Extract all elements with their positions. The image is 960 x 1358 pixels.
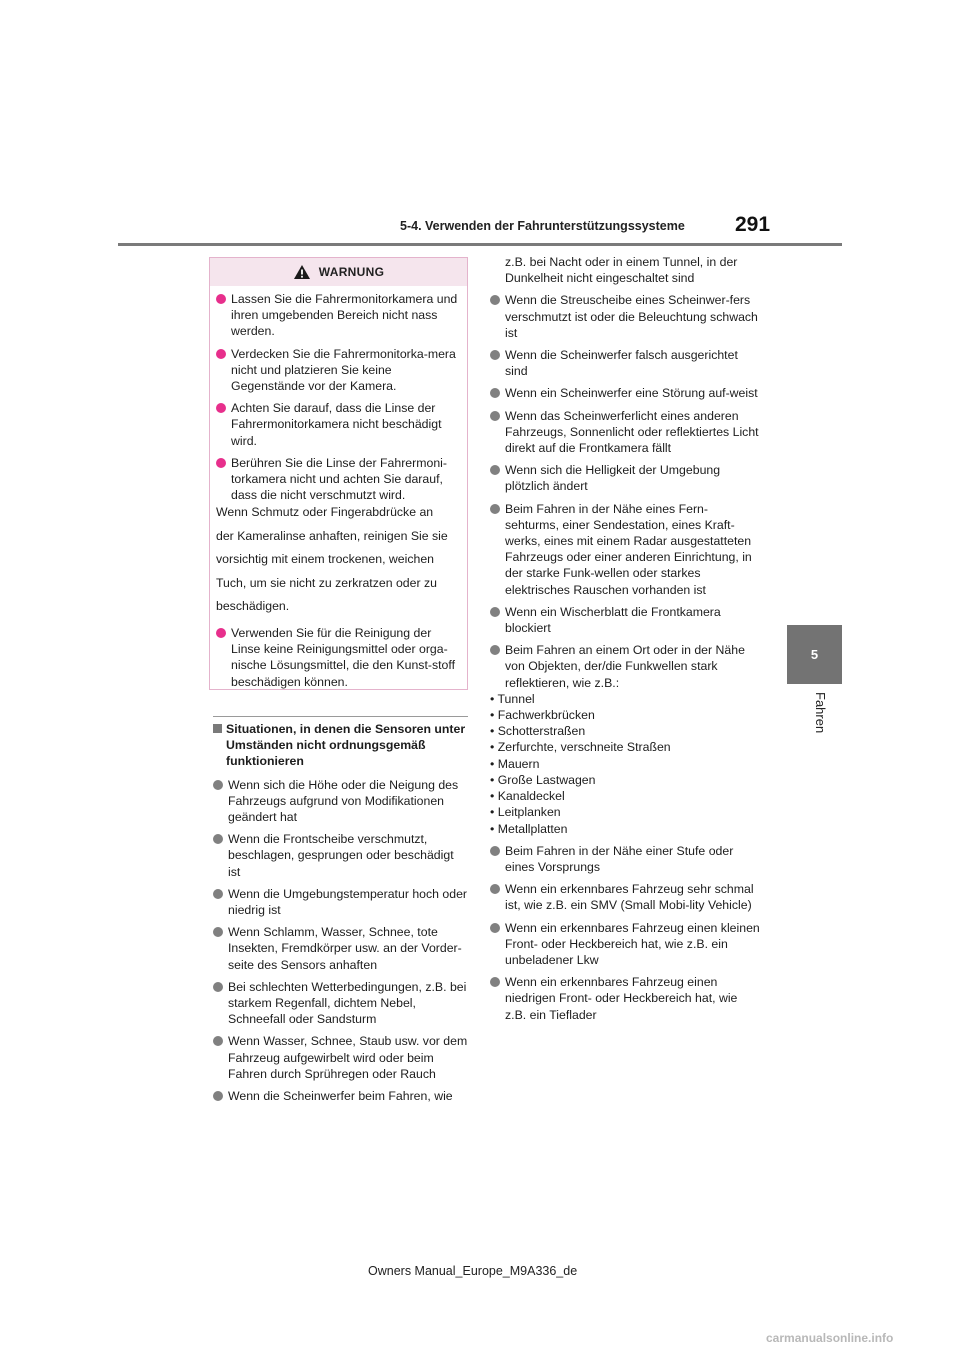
gray-bullet-icon <box>213 889 223 899</box>
list-item: Wenn ein erkennbares Fahrzeug einen kleinen Front- oder Heckbereich hat, wie z.B. ein unbeladener Lkw <box>490 920 760 969</box>
sub-list-item: • Tunnel <box>490 691 760 707</box>
watermark-link[interactable]: carmanualsonline.info <box>766 1331 894 1345</box>
warning-item: Achten Sie darauf, dass die Linse der Fahrermonitorkamera nicht beschädigt wird. <box>216 400 459 449</box>
pink-bullet-icon <box>216 294 226 304</box>
list-item: Wenn ein Wischerblatt die Frontkamera blockiert <box>490 604 760 636</box>
section-heading: Situationen, in denen die Sensoren unter Umständen nicht ordnungsgemäß funktionieren <box>213 716 468 770</box>
warning-paragraph-line: vorsichtig mit einem trockenen, weichen <box>216 552 435 567</box>
list-item: Wenn die Streuscheibe eines Scheinwer-fers verschmutzt ist oder die Beleuchtung schwach ist <box>490 292 760 341</box>
warning-item: Lassen Sie die Fahrermonitorkamera und ihren umgebenden Bereich nicht nass werden. <box>216 291 459 340</box>
list-item: Beim Fahren an einem Ort oder in der Nähe von Objekten, der/die Funkwellen stark reflektieren, wie z.B.: <box>490 642 760 691</box>
gray-bullet-icon <box>490 846 500 856</box>
list-item-continuation: z.B. bei Nacht oder in einem Tunnel, in der Dunkelheit nicht eingeschaltet sind <box>505 255 738 286</box>
warning-box <box>209 257 468 690</box>
gray-bullet-icon <box>490 884 500 894</box>
gray-bullet-icon <box>490 295 500 305</box>
list-item: Wenn die Umgebungstemperatur hoch oder niedrig ist <box>213 886 468 918</box>
manual-identifier: Owners Manual_Europe_M9A336_de <box>368 1264 578 1278</box>
header-divider <box>118 243 842 246</box>
warning-body <box>210 286 467 690</box>
gray-bullet-icon <box>490 465 500 475</box>
list-item: Wenn ein erkennbares Fahrzeug einen niedrigen Front- oder Heckbereich hat, wie z.B. ein Tieflader <box>490 974 760 1023</box>
left-column <box>213 708 468 1110</box>
warning-paragraph-line: der Kameralinse anhaften, reinigen Sie sie <box>216 528 448 543</box>
sub-list-item: • Fachwerkbrücken <box>490 707 760 723</box>
list-item: Beim Fahren in der Nähe eines Fern-sehturms, einer Sendestation, eines Kraft-werks, eines mit einem Radar ausgestatteten Fahrzeugs oder einer anderen Einrichtung, in der starke Funk-wellen oder starkes elektrisches Rauschen vorhanden ist <box>490 501 760 598</box>
gray-bullet-icon <box>490 607 500 617</box>
warning-item: Berühren Sie die Linse der Fahrermoni-torkamera nicht und achten Sie darauf, dass die nicht verschmutzt wird. <box>216 455 459 504</box>
gray-bullet-icon <box>490 645 500 655</box>
warning-item: Verdecken Sie die Fahrermonitorka-mera nicht und platzieren Sie keine Gegenstände vor der Kamera. <box>216 346 459 395</box>
pink-bullet-icon <box>216 349 226 359</box>
sub-list-item: • Kanaldeckel <box>490 788 760 804</box>
gray-bullet-icon <box>490 504 500 514</box>
sub-list-item: • Große Lastwagen <box>490 772 760 788</box>
gray-bullet-icon <box>490 411 500 421</box>
pink-bullet-icon <box>216 403 226 413</box>
gray-bullet-icon <box>490 388 500 398</box>
gray-bullet-icon <box>213 927 223 937</box>
sub-list-item: • Zerfurchte, verschneite Straßen <box>490 739 760 755</box>
list-item: Wenn das Scheinwerferlicht eines anderen Fahrzeugs, Sonnenlicht oder reflektiertes Licht direkt auf die Frontkamera fällt <box>490 408 760 457</box>
sub-list-item: • Schotterstraßen <box>490 723 760 739</box>
warning-item: Verwenden Sie für die Reinigung der Linse keine Reinigungsmittel oder orga-nische Lösungsmittel, die den Kunst-stoff beschädigen können. <box>216 625 459 690</box>
pink-bullet-icon <box>216 458 226 468</box>
list-item: Wenn sich die Höhe oder die Neigung des Fahrzeugs aufgrund von Modifikationen geändert hat <box>213 777 468 826</box>
gray-bullet-icon <box>213 1091 223 1101</box>
chapter-tab[interactable] <box>787 625 842 684</box>
list-item: Wenn Schlamm, Wasser, Schnee, tote Insekten, Fremdkörper usw. an der Vorder-seite des Sensors anhaften <box>213 924 468 973</box>
right-column <box>490 254 760 1029</box>
gray-bullet-icon <box>213 1036 223 1046</box>
page-number: 291 <box>735 213 771 236</box>
warning-paragraph-line: Tuch, um sie nicht zu zerkratzen oder zu <box>216 575 437 590</box>
gray-bullet-icon <box>490 350 500 360</box>
sub-list-item: • Leitplanken <box>490 804 760 820</box>
warning-triangle-icon <box>293 264 311 280</box>
pink-bullet-icon <box>216 628 226 638</box>
sub-list-item: • Mauern <box>490 756 760 772</box>
sub-list-item: • Metallplatten <box>490 821 760 837</box>
section-header-title: 5-4. Verwenden der Fahrunterstützungssysteme <box>400 219 685 233</box>
gray-bullet-icon <box>213 834 223 844</box>
list-item: Wenn die Scheinwerfer beim Fahren, wie <box>213 1088 468 1104</box>
list-item: Wenn Wasser, Schnee, Staub usw. vor dem Fahrzeug aufgewirbelt wird oder beim Fahren durch Sprühregen oder Rauch <box>213 1033 468 1082</box>
list-item: Wenn ein erkennbares Fahrzeug sehr schmal ist, wie z.B. ein SMV (Small Mobi-lity Vehicle) <box>490 881 760 913</box>
gray-bullet-icon <box>213 780 223 790</box>
list-item: Wenn ein Scheinwerfer eine Störung auf-weist <box>490 385 760 401</box>
gray-bullet-icon <box>213 982 223 992</box>
gray-bullet-icon <box>490 977 500 987</box>
warning-title: WARNUNG <box>318 265 385 279</box>
chapter-label: Fahren <box>813 692 828 734</box>
warning-paragraph-line: Wenn Schmutz oder Fingerabdrücke an <box>216 505 434 520</box>
sub-list <box>490 691 760 837</box>
list-item: Wenn sich die Helligkeit der Umgebung plötzlich ändert <box>490 462 760 494</box>
list-item: Wenn die Scheinwerfer falsch ausgerichtet sind <box>490 347 760 379</box>
warning-header <box>210 258 467 286</box>
list-item: Beim Fahren in der Nähe einer Stufe oder eines Vorsprungs <box>490 843 760 875</box>
list-item: Bei schlechten Wetterbedingungen, z.B. bei starkem Regenfall, dichtem Nebel, Schneefall oder Sandsturm <box>213 979 468 1028</box>
chapter-number: 5 <box>810 647 819 662</box>
gray-bullet-icon <box>490 923 500 933</box>
square-bullet-icon <box>213 724 222 733</box>
warning-paragraph-line: beschädigen. <box>216 599 290 614</box>
list-item: Wenn die Frontscheibe verschmutzt, beschlagen, gesprungen oder beschädigt ist <box>213 831 468 880</box>
